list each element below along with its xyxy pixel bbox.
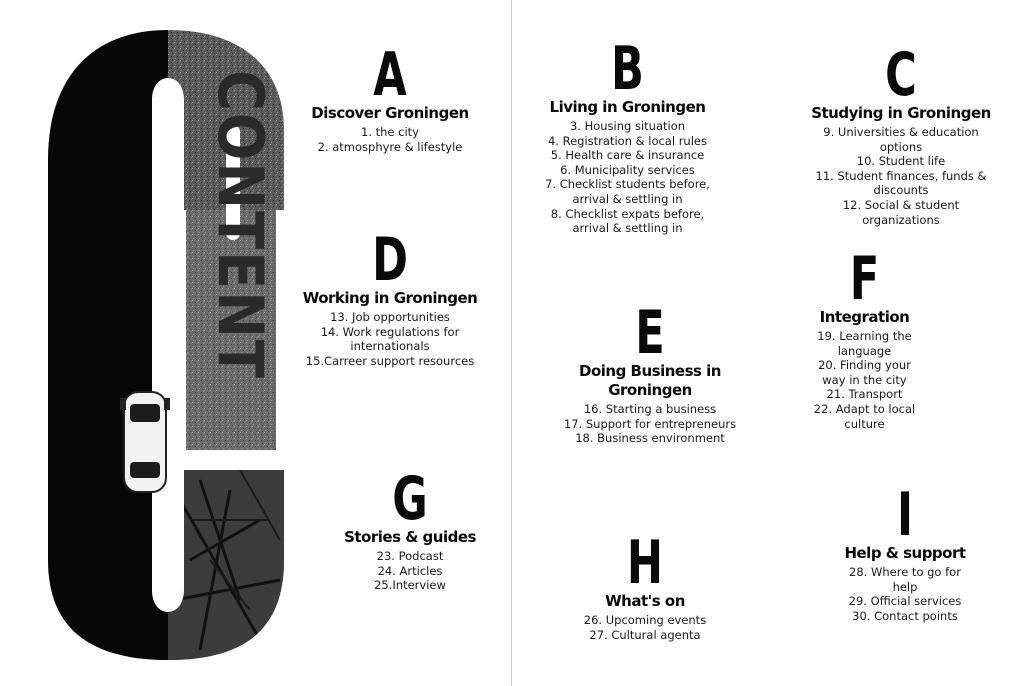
section-f [812,244,917,431]
section-g [335,464,485,593]
section-title: Stories & guides [344,528,476,546]
section-letter: E [635,298,665,368]
section-title: Working in Groningen [302,289,478,307]
list-item: 21. Transport [826,387,903,402]
section-b [540,34,715,236]
section-list [300,125,480,154]
list-item: 13. Job opportunities [330,310,450,324]
car-icon [120,392,170,492]
section-e [540,298,760,446]
section-letter: B [611,34,644,104]
section-letter: I [896,480,914,550]
list-item: 3. Housing situation [569,119,686,133]
list-item: 12. Social & student organizations [842,197,960,227]
section-title: Living in Groningen [549,98,706,116]
list-item: 19. Learning the language [817,329,912,358]
section-h [570,528,720,642]
section-letter: F [849,244,880,314]
list-item: 8. Checklist expats before, arrival & settling in [550,206,705,236]
list-item: 18. Business environment [575,431,725,446]
section-title: Integration [819,308,910,326]
section-c [810,40,992,227]
list-item: 6. Municipality services [560,162,695,177]
list-item: 25.Interview [374,578,446,593]
section-title: Doing Business in Groningen [579,362,721,399]
list-item: 29. Official services [848,594,962,609]
section-letter: H [626,528,664,598]
section-list [810,125,992,227]
list-item: 10. Student life [856,154,946,169]
list-item: 16. Starting a business [583,402,717,416]
list-item: 2. atmosphyre & lifestyle [317,139,463,154]
section-list [540,402,760,446]
list-item: 20. Finding your way in the city [818,358,911,387]
section-title: What's on [605,592,685,610]
list-item: 30. Contact points [852,608,958,623]
section-i [840,480,970,623]
section-title: Discover Groningen [311,104,469,122]
list-item: 1. the city [361,125,419,139]
section-list [540,119,715,236]
section-letter: G [392,464,428,534]
list-item: 23. Podcast [376,549,444,563]
section-list [300,310,480,368]
list-item: 11. Student finances, funds & discounts [815,168,987,198]
list-item: 24. Articles [377,563,443,578]
section-letter: C [885,40,917,110]
page-spine [511,0,512,686]
section-title: Studying in Groningen [811,104,991,122]
list-item: 9. Universities & education options [823,125,979,154]
section-list [335,549,485,593]
section-d [300,225,480,368]
list-item: 15.Carreer support resources [305,353,475,368]
section-letter: D [372,225,408,295]
section-title: Help & support [844,544,966,562]
list-item: 7. Checklist students before, arrival & settling in [545,177,710,206]
list-item: 14. Work regulations for internationals [320,324,460,354]
section-list [840,565,970,623]
section-list [570,613,720,642]
list-item: 26. Upcoming events [583,613,707,627]
hero-word: CONTENT [204,70,277,380]
list-item: 27. Cultural agenta [589,627,701,642]
section-a [300,40,480,154]
list-item: 4. Registration & local rules [548,133,707,148]
list-item: 22. Adapt to local culture [813,401,916,431]
section-letter: A [373,40,407,110]
section-list [812,329,917,431]
list-item: 17. Support for entrepreneurs [563,416,737,431]
list-item: 28. Where to go for help [849,565,961,594]
list-item: 5. Health care & insurance [550,148,705,163]
